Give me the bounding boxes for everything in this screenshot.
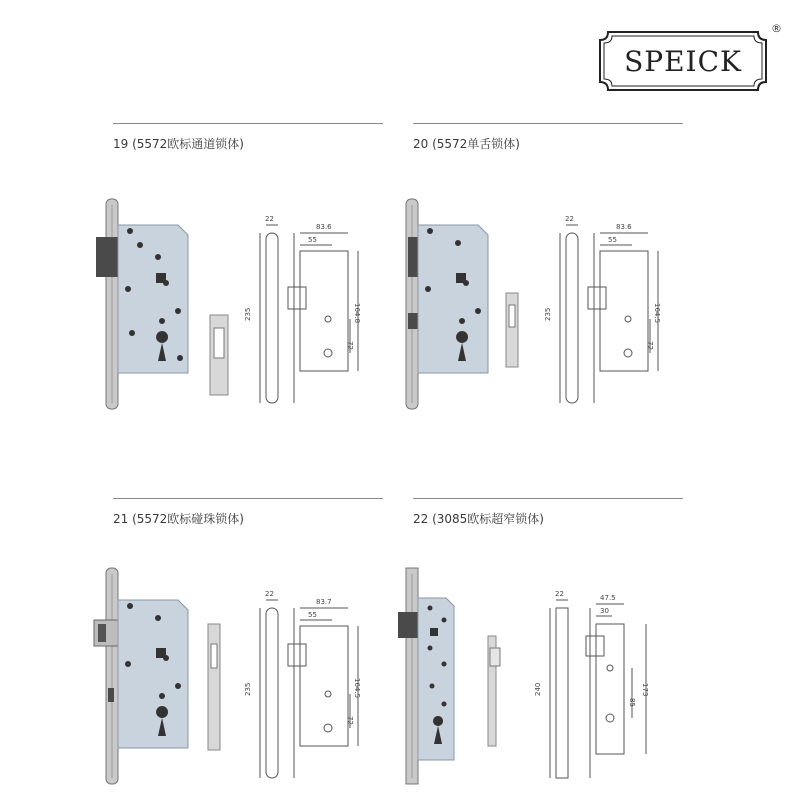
dimension-faceplate-length: 235 <box>244 682 252 696</box>
dimension-backset: 55 <box>308 611 317 619</box>
drawing-faceplate <box>266 233 278 403</box>
section-rule <box>113 498 383 499</box>
dimension-body-depth: 47.5 <box>600 594 616 602</box>
dimension-body-height: 164.5 <box>653 303 661 324</box>
section-rule <box>113 123 383 124</box>
product-19 <box>113 123 383 413</box>
product-caption: 22 (3085欧标超窄锁体) <box>413 512 544 526</box>
registered-mark: ® <box>771 22 782 35</box>
drawing-faceplate <box>266 608 278 778</box>
dimension-faceplate-width: 22 <box>565 215 574 223</box>
product-21 <box>113 498 383 793</box>
dimension-faceplate-width: 22 <box>265 215 274 223</box>
latch-bolt <box>408 237 418 277</box>
lock-case <box>418 225 488 373</box>
product-illustration <box>400 193 660 413</box>
dimension-body-depth: 83.6 <box>316 223 332 231</box>
brand-logo <box>598 30 768 92</box>
dimension-faceplate-length: 240 <box>534 682 542 696</box>
drawing-faceplate <box>556 608 568 778</box>
dimension-faceplate-width: 22 <box>265 590 274 598</box>
product-illustration <box>100 568 360 788</box>
product-caption: 19 (5572欧标通道锁体) <box>113 137 244 151</box>
product-illustration <box>100 193 360 413</box>
product-caption: 21 (5572欧标碰珠锁体) <box>113 512 244 526</box>
product-20 <box>413 123 683 413</box>
dimension-center-distance: 72 <box>346 341 354 350</box>
strike-plate <box>506 293 518 367</box>
dimension-body-depth: 83.7 <box>316 598 332 606</box>
dimension-body-height: 173 <box>641 683 649 697</box>
dimension-faceplate-width: 22 <box>555 590 564 598</box>
dimension-backset: 55 <box>308 236 317 244</box>
lock-case <box>118 225 188 373</box>
dimension-center-distance: 85 <box>628 698 636 707</box>
dimension-body-depth: 83.6 <box>616 223 632 231</box>
drawing-lock-case <box>596 624 624 754</box>
dimension-body-height: 164.8 <box>353 303 361 324</box>
lock-case <box>118 600 188 748</box>
dimension-center-distance: 72 <box>646 341 654 350</box>
product-22 <box>413 498 683 793</box>
dimension-backset: 55 <box>608 236 617 244</box>
dimension-faceplate-length: 235 <box>544 307 552 321</box>
drawing-faceplate <box>566 233 578 403</box>
dimension-faceplate-length: 235 <box>244 307 252 321</box>
strike-plate <box>208 624 220 750</box>
section-rule <box>413 498 683 499</box>
dimension-backset: 30 <box>600 607 609 615</box>
product-illustration <box>400 568 660 788</box>
dimension-center-distance: 72 <box>346 716 354 725</box>
product-caption: 20 (5572单舌锁体) <box>413 137 520 151</box>
section-rule <box>413 123 683 124</box>
dimension-body-height: 164.5 <box>353 678 361 699</box>
brand-name: SPEICK <box>624 44 742 78</box>
